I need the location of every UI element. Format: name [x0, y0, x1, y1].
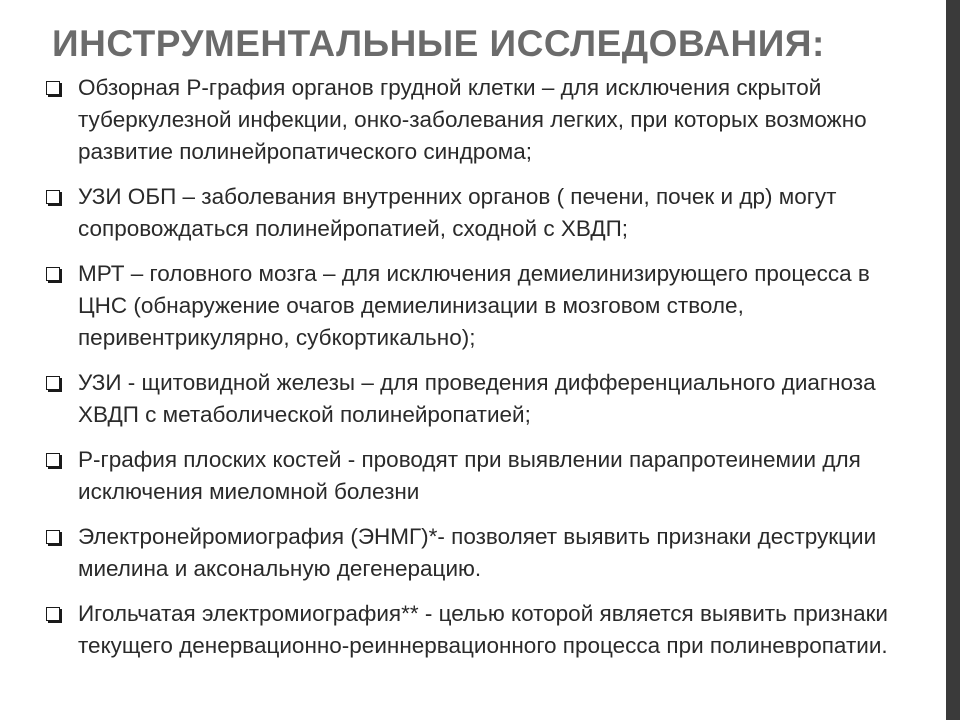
bullet-list: [44, 72, 924, 662]
slide-title: ИНСТРУМЕНТАЛЬНЫЕ ИССЛЕДОВАНИЯ:: [52, 23, 825, 64]
list-item-text: Р-графия плоских костей - проводят при выявлении парапротеинемии для исключения миеломной болезни: [78, 447, 861, 504]
checkbox-icon: [46, 453, 60, 467]
list-item-text: Игольчатая электромиография** - целью которой является выявить признаки текущего денервационно-реиннервационного процесса при полиневропатии.: [78, 601, 888, 658]
list-item-text: УЗИ ОБП – заболевания внутренних органов ( печени, почек и др) могут сопровождаться полинейропатией, сходной с ХВДП;: [78, 184, 837, 241]
list-item: [44, 72, 924, 168]
checkbox-icon: [46, 376, 60, 390]
list-item: [44, 181, 924, 245]
list-item: [44, 258, 924, 354]
list-item: [44, 598, 924, 662]
checkbox-icon: [46, 190, 60, 204]
checkbox-icon: [46, 607, 60, 621]
checkbox-icon: [46, 267, 60, 281]
list-item-text: Электронейромиография (ЭНМГ)*- позволяет выявить признаки деструкции миелина и аксональную дегенерацию.: [78, 524, 877, 581]
list-item: [44, 367, 924, 431]
right-edge-strip: [946, 0, 960, 720]
list-item-text: Обзорная Р-графия органов грудной клетки – для исключения скрытой туберкулезной инфекции, онко-заболевания легких, при которых возможно развитие полинейропатического синдрома;: [78, 75, 867, 164]
checkbox-icon: [46, 530, 60, 544]
list-item-text: УЗИ - щитовидной железы – для проведения дифференциального диагноза ХВДП с метаболической полинейропатией;: [78, 370, 876, 427]
list-item: [44, 444, 924, 508]
list-item-text: МРТ – головного мозга – для исключения демиелинизирующего процесса в ЦНС (обнаружение очагов демиелинизации в мозговом стволе, перивентрикулярно, субкортикально);: [78, 261, 870, 350]
list-item: [44, 521, 924, 585]
checkbox-icon: [46, 81, 60, 95]
